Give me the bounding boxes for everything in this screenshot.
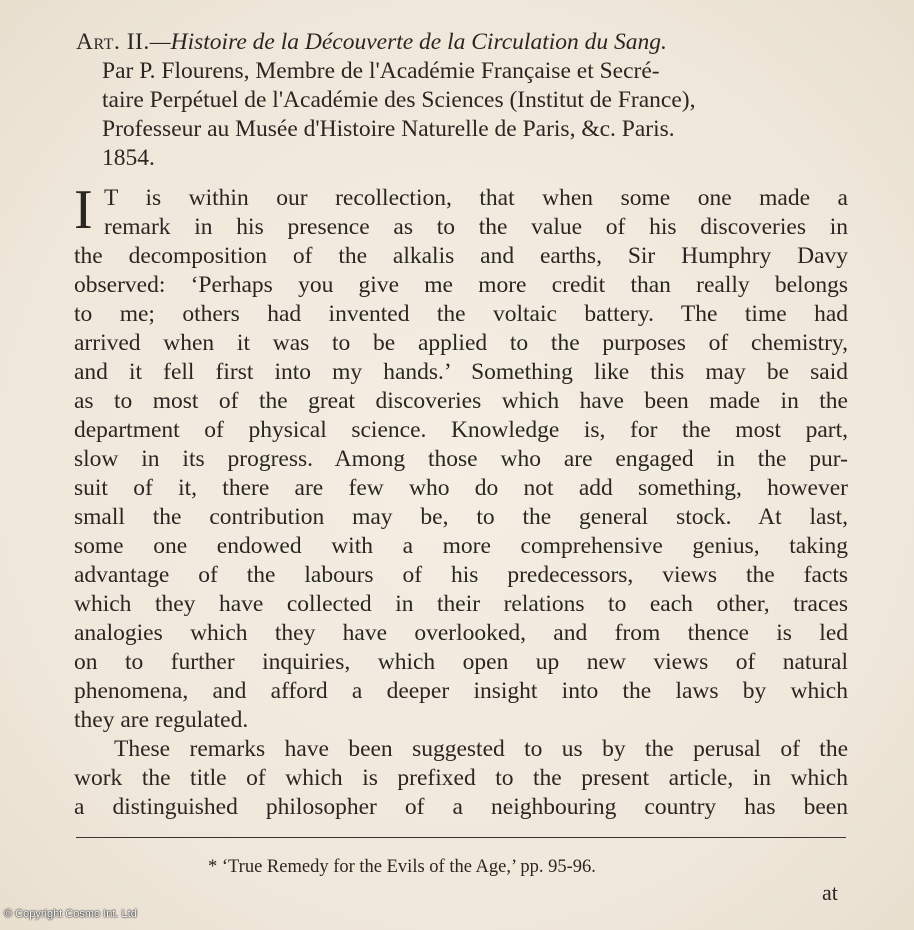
paragraph-1-line-3: the decomposition of the alkalis and earths, Sir Humphry Davy [74, 243, 848, 269]
footnote: * ‘True Remedy for the Evils of the Age,’ pp. 95-96. [208, 857, 596, 877]
footnote-rule [76, 837, 846, 838]
paragraph-1-line-7: and it fell first into my hands.’ Something like this may be said [74, 359, 848, 385]
paragraph-1-line-5: to me; others had invented the voltaic battery. The time had [74, 301, 848, 327]
paragraph-1-line-2: remark in his presence as to the value of his discoveries in [104, 214, 848, 240]
catchword: at [822, 880, 838, 905]
paragraph-1-line-9: department of physical science. Knowledge is, for the most part, [74, 417, 848, 443]
article-body [74, 179, 848, 822]
article-title: —Histoire de la Découverte de la Circulation du Sang. [149, 29, 667, 55]
paragraph-1-line-14: advantage of the labours of his predecessors, views the facts [74, 562, 848, 588]
line-text: T is within our recollection, that when some one made a [104, 185, 848, 211]
paragraph-1-line-12: small the contribution may be, to the general stock. At last, [74, 504, 848, 530]
header-line-2: Par P. Flourens, Membre de l'Académie Française et Secré- [102, 58, 660, 84]
paragraph-2-line-2: work the title of which is prefixed to the present article, in which [74, 765, 848, 791]
header-line-4: Professeur au Musée d'Histoire Naturelle de Paris, &c. Paris. [102, 116, 675, 142]
header-line-3: taire Perpétuel de l'Académie des Sciences (Institut de France), [102, 87, 696, 113]
header-line-1 [76, 28, 856, 57]
copyright-watermark: © Copyright Cosmo Int. Ltd [4, 908, 137, 920]
paragraph-1-line-11: suit of it, there are few who do not add something, however [74, 475, 848, 501]
header-line-5: 1854. [102, 145, 155, 171]
paragraph-1-line-19: they are regulated. [74, 707, 249, 733]
paragraph-1-line-8: as to most of the great discoveries which have been made in the [74, 388, 848, 414]
paragraph-1-line-18: phenomena, and afford a deeper insight into the laws by which [74, 678, 848, 704]
paragraph-1-line-16: analogies which they have overlooked, and from thence is led [74, 620, 848, 646]
paragraph-2-line-3: a distinguished philosopher of a neighbouring country has been [74, 794, 848, 820]
paragraph-1-line-15: which they have collected in their relations to each other, traces [74, 591, 848, 617]
paragraph-1-line-17: on to further inquiries, which open up new views of natural [74, 649, 848, 675]
article-number: Art. II. [76, 29, 150, 55]
paragraph-2-line-1: These remarks have been suggested to us by the perusal of the [114, 736, 848, 762]
paragraph-1-line-4: observed: ‘Perhaps you give me more credit than really belongs [74, 272, 848, 298]
paragraph-1-line-6: arrived when it was to be applied to the purposes of chemistry, [74, 330, 848, 356]
paragraph-1-line-13: some one endowed with a more comprehensive genius, taking [74, 533, 848, 559]
article-header [76, 28, 856, 173]
drop-cap: I [74, 179, 93, 241]
paragraph-1-line-10: slow in its progress. Among those who are engaged in the pur- [74, 446, 848, 472]
